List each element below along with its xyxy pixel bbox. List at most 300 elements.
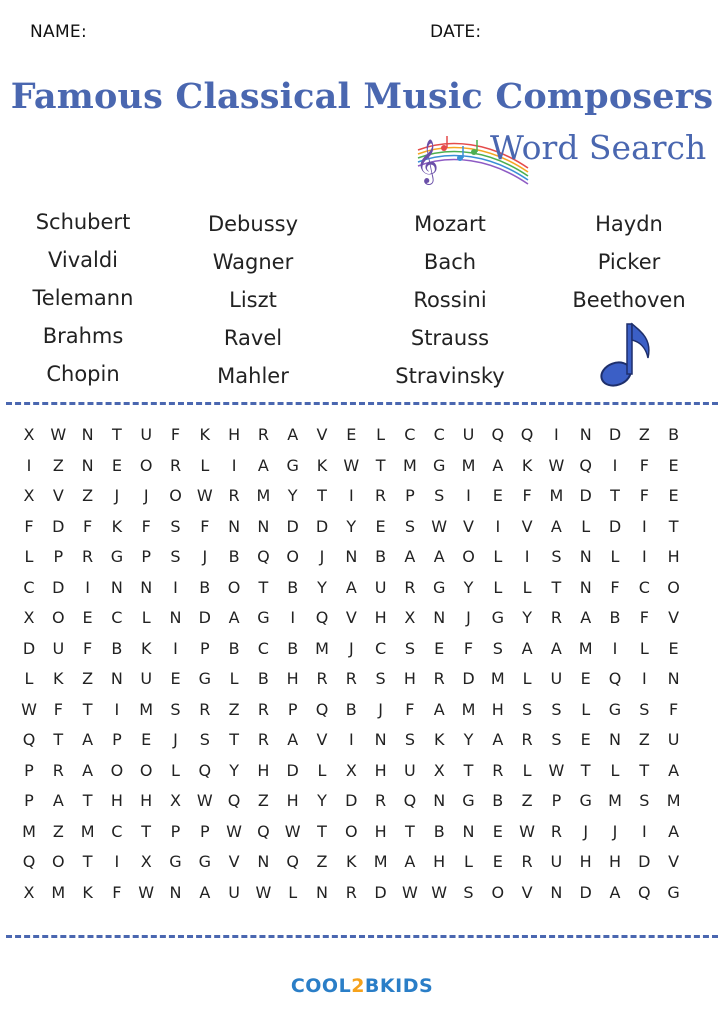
grid-letter: S (404, 730, 415, 749)
grid-letter: B (111, 638, 123, 658)
grid-letter: R (375, 486, 387, 505)
grid-letter: E (434, 638, 445, 658)
grid-letter: M (549, 486, 564, 505)
grid-letter: P (53, 547, 64, 566)
grid-letter: D (286, 516, 299, 536)
grid-letter: K (346, 852, 357, 871)
grid-letter: W (50, 425, 67, 444)
grid-letter: O (169, 486, 182, 505)
grid-letter: T (82, 699, 93, 719)
grid-letter: L (24, 669, 34, 688)
grid-letter: A (609, 882, 621, 902)
grid-letter: N (316, 882, 328, 902)
grid-letter: M (461, 455, 476, 475)
grid-letter: F (405, 699, 415, 719)
grid-letter: F (463, 638, 474, 658)
grid-letter: D (198, 608, 211, 627)
grid-letter: W (548, 760, 565, 780)
grid-letter: N (433, 791, 446, 810)
grid-letter: E (82, 608, 93, 627)
grid-letter: N (110, 577, 123, 597)
grid-letter: L (581, 516, 591, 536)
grid-letter: Q (257, 821, 270, 841)
grid-letter: I (85, 577, 90, 597)
grid-letter: Y (317, 791, 327, 810)
grid-letter: Q (22, 730, 36, 749)
word-item: Mozart (414, 212, 486, 236)
word-item: Telemann (32, 286, 134, 310)
grid-letter: L (141, 608, 151, 627)
grid-letter: W (548, 455, 565, 475)
grid-letter: A (287, 425, 299, 444)
grid-letter: X (140, 852, 152, 871)
grid-letter: D (638, 852, 651, 871)
grid-letter: F (82, 638, 93, 658)
grid-letter: N (579, 577, 592, 597)
grid-letter: P (24, 760, 34, 780)
grid-letter: D (579, 486, 592, 505)
logo-part-1: COOL (290, 975, 352, 997)
grid-letter: P (199, 821, 210, 841)
grid-letter: M (461, 699, 476, 719)
grid-letter: H (374, 760, 387, 780)
grid-letter: D (608, 425, 622, 444)
grid-letter: G (198, 852, 211, 871)
grid-letter: P (199, 638, 210, 658)
grid-letter: H (374, 821, 387, 841)
grid-letter: U (667, 730, 680, 749)
word-item: Brahms (42, 324, 124, 348)
grid-letter: L (376, 425, 386, 444)
grid-letter: A (82, 730, 94, 749)
grid-letter: L (522, 577, 532, 597)
grid-letter: K (199, 425, 211, 444)
grid-letter: Z (638, 425, 650, 444)
grid-letter: H (286, 669, 299, 688)
grid-letter: E (580, 669, 591, 688)
grid-letter: I (26, 455, 32, 475)
grid-letter: Q (227, 791, 241, 810)
grid-letter: J (583, 821, 589, 841)
grid-letter: V (463, 516, 474, 536)
grid-letter: O (286, 547, 299, 566)
grid-letter: T (405, 821, 415, 841)
grid-letter: N (81, 455, 94, 475)
grid-letter: G (462, 791, 475, 810)
grid-letter: Z (52, 455, 64, 475)
grid-letter: L (24, 547, 34, 566)
word-item: Liszt (229, 288, 277, 312)
grid-letter: Q (579, 455, 592, 475)
grid-letter: Y (463, 577, 474, 597)
grid-letter: T (229, 730, 239, 749)
grid-letter: A (287, 730, 299, 749)
word-item: Haydn (595, 212, 663, 236)
grid-letter: I (554, 425, 559, 444)
grid-letter: S (639, 699, 650, 719)
grid-letter: I (641, 821, 647, 841)
grid-letter: A (492, 455, 504, 475)
grid-letter: V (316, 730, 328, 749)
grid-letter: X (345, 760, 357, 780)
grid-letter: S (492, 638, 503, 658)
grid-letter: S (404, 638, 415, 658)
grid-letter: W (431, 516, 448, 536)
grid-letter: D (374, 882, 387, 902)
grid-letter: E (492, 821, 503, 841)
grid-letter: N (433, 608, 446, 627)
grid-letter: H (579, 852, 592, 871)
grid-letter: F (141, 516, 151, 536)
word-item: Ravel (223, 326, 283, 350)
grid-letter: D (579, 882, 592, 902)
grid-letter: V (668, 852, 680, 871)
grid-letter: R (257, 699, 269, 719)
grid-letter: P (287, 699, 298, 719)
word-item: Stravinsky (395, 364, 505, 388)
grid-letter: N (257, 516, 270, 536)
grid-letter: I (290, 608, 296, 627)
grid-letter: R (345, 882, 357, 902)
grid-letter: I (173, 577, 178, 597)
grid-letter: S (551, 699, 562, 719)
word-item: Beethoven (572, 288, 686, 312)
grid-letter: S (170, 547, 181, 566)
grid-letter: Q (403, 791, 417, 810)
grid-letter: U (52, 638, 65, 658)
grid-letter: T (668, 516, 679, 536)
grid-letter: Z (82, 669, 94, 688)
grid-letter: U (140, 669, 153, 688)
grid-letter: W (255, 882, 272, 902)
grid-letter: X (433, 760, 445, 780)
grid-letter: H (433, 852, 446, 871)
grid-letter: T (82, 852, 93, 871)
grid-letter: A (404, 547, 416, 566)
grid-letter: R (521, 852, 533, 871)
grid-letter: H (667, 547, 680, 566)
grid-letter: R (169, 455, 182, 475)
grid-letter: L (610, 760, 620, 780)
grid-letter: C (257, 638, 269, 658)
grid-letter: U (462, 425, 475, 444)
grid-letter: O (52, 852, 65, 871)
grid-letter: V (521, 882, 533, 902)
grid-letter: W (343, 455, 360, 475)
grid-letter: M (51, 882, 66, 902)
grid-letter: X (23, 608, 35, 627)
grid-letter: J (173, 730, 178, 749)
grid-letter: W (196, 791, 213, 810)
grid-letter: J (378, 699, 383, 719)
grid-letter: S (199, 730, 210, 749)
grid-letter: T (580, 760, 591, 780)
grid-letter: R (375, 791, 387, 810)
grid-letter: L (493, 547, 503, 566)
grid-letter: E (346, 425, 357, 444)
grid-letter: R (199, 699, 211, 719)
word-item: Bach (423, 250, 477, 274)
grid-letter: I (641, 516, 647, 536)
grid-letter: W (284, 821, 301, 841)
logo-part-2: 2 (351, 975, 365, 997)
word-list-column-3 (360, 205, 540, 395)
grid-letter: G (257, 608, 270, 627)
grid-letter: M (22, 821, 36, 841)
grid-letter: T (141, 821, 152, 841)
grid-letter: N (550, 882, 563, 902)
logo-part-3: BKIDS (364, 975, 434, 997)
grid-letter: L (639, 638, 649, 658)
word-item: Vivaldi (47, 248, 119, 272)
grid-letter: O (110, 760, 124, 780)
grid-letter: D (462, 669, 475, 688)
grid-letter: N (374, 730, 387, 749)
grid-letter: N (169, 882, 182, 902)
grid-letter: X (170, 791, 181, 810)
grid-letter: P (551, 791, 562, 810)
grid-letter: G (432, 577, 446, 597)
grid-letter: Y (522, 608, 532, 627)
grid-letter: N (579, 425, 592, 444)
grid-letter: Y (229, 760, 239, 780)
grid-letter: B (609, 608, 621, 627)
grid-letter: I (114, 699, 120, 719)
grid-letter: K (140, 638, 152, 658)
grid-letter: H (403, 669, 416, 688)
grid-letter: L (171, 760, 180, 780)
grid-letter: O (345, 821, 358, 841)
grid-letter: R (433, 669, 445, 688)
grid-letter: S (170, 699, 181, 719)
grid-letter: O (491, 882, 505, 902)
grid-letter: V (345, 608, 357, 627)
grid-letter: R (521, 730, 533, 749)
grid-letter: X (23, 486, 35, 505)
word-item: Rossini (413, 288, 487, 312)
grid-letter: O (227, 577, 241, 597)
divider-top (6, 402, 718, 405)
grid-letter: W (226, 821, 242, 841)
grid-letter: S (170, 516, 181, 536)
grid-letter: A (550, 516, 562, 536)
grid-letter: J (348, 638, 354, 658)
grid-letter: S (551, 730, 562, 749)
grid-letter: O (139, 455, 153, 475)
grid-letter: T (82, 791, 93, 810)
grid-letter: T (463, 760, 474, 780)
grid-letter: H (228, 425, 241, 444)
grid-letter: E (668, 486, 679, 505)
grid-letter: X (23, 425, 35, 444)
grid-letter: O (462, 547, 475, 566)
subtitle-block (410, 126, 710, 186)
grid-letter: G (579, 791, 592, 810)
grid-letter: D (315, 516, 329, 536)
grid-letter: K (111, 516, 123, 536)
grid-letter: K (433, 730, 445, 749)
grid-letter: I (524, 547, 530, 566)
grid-letter: I (114, 852, 120, 871)
grid-letter: D (22, 638, 36, 658)
grid-letter: H (140, 791, 153, 810)
grid-letter: V (521, 516, 533, 536)
grid-letter: I (612, 638, 618, 658)
grid-letter: D (608, 516, 622, 536)
grid-letter: N (228, 516, 241, 536)
grid-letter: O (139, 760, 153, 780)
grid-letter: Z (228, 699, 240, 719)
grid-letter: U (228, 882, 240, 902)
grid-letter: B (433, 821, 445, 841)
grid-letter: L (288, 882, 298, 902)
grid-letter: C (433, 425, 445, 444)
grid-letter: N (169, 608, 182, 627)
grid-letter: T (317, 486, 327, 505)
grid-letter: T (375, 455, 386, 475)
grid-letter: P (405, 486, 415, 505)
grid-letter: K (82, 882, 93, 902)
grid-letter: M (315, 638, 329, 658)
grid-letter: A (257, 455, 269, 475)
grid-letter: N (140, 577, 153, 597)
grid-letter: N (462, 821, 475, 841)
grid-letter: A (433, 547, 445, 566)
grid-letter: X (404, 608, 416, 627)
grid-letter: T (551, 577, 562, 597)
grid-letter: I (641, 547, 647, 566)
grid-letter: T (258, 577, 269, 597)
grid-letter: B (345, 699, 357, 719)
grid-letter: C (375, 638, 387, 658)
grid-letter: Z (52, 821, 64, 841)
grid-letter: G (198, 669, 211, 688)
grid-letter: R (345, 669, 357, 688)
grid-letter: R (492, 760, 504, 780)
grid-letter: F (200, 516, 210, 536)
grid-letter: R (52, 760, 64, 780)
grid-letter: A (550, 638, 562, 658)
grid-letter: I (173, 638, 178, 658)
grid-letter: R (257, 425, 269, 444)
grid-letter: F (82, 516, 93, 536)
grid-letter: E (492, 486, 503, 505)
word-item: Picker (597, 250, 661, 274)
page-title: Famous Classical Music Composers (10, 76, 714, 117)
grid-letter: W (401, 882, 418, 902)
grid-letter: P (170, 821, 181, 841)
grid-letter: W (519, 821, 535, 841)
grid-letter: S (639, 791, 650, 810)
grid-letter: Y (317, 577, 327, 597)
grid-letter: F (170, 425, 181, 444)
grid-letter: Q (315, 608, 329, 627)
grid-letter: J (143, 486, 149, 505)
grid-letter: O (52, 608, 65, 627)
grid-letter: B (492, 791, 504, 810)
grid-letter: T (639, 760, 650, 780)
grid-letter: K (53, 669, 64, 688)
grid-letter: S (522, 699, 533, 719)
grid-letter: F (24, 516, 34, 536)
grid-letter: S (375, 669, 386, 688)
grid-letter: Q (315, 699, 329, 719)
grid-letter: Q (286, 852, 299, 871)
grid-letter: S (404, 516, 415, 536)
grid-letter: J (319, 547, 325, 566)
grid-letter: N (257, 852, 270, 871)
grid-letter: G (169, 852, 182, 871)
grid-letter: M (139, 699, 154, 719)
grid-letter: R (550, 821, 562, 841)
grid-letter: E (580, 730, 591, 749)
grid-letter: U (404, 760, 416, 780)
grid-letter: J (202, 547, 208, 566)
grid-letter: E (375, 516, 386, 536)
grid-letter: M (608, 791, 622, 810)
grid-letter: F (639, 455, 649, 475)
grid-letter: H (286, 791, 299, 810)
grid-letter: P (24, 791, 34, 810)
grid-letter: F (112, 882, 122, 902)
grid-letter: F (668, 699, 679, 719)
grid-letter: L (522, 669, 532, 688)
word-item: Wagner (212, 250, 294, 274)
grid-letter: C (111, 608, 123, 627)
grid-letter: G (432, 455, 446, 475)
grid-letter: J (612, 821, 618, 841)
word-list-column-1 (0, 203, 173, 393)
grid-letter: N (110, 669, 123, 688)
word-item: Debussy (207, 212, 299, 236)
grid-letter: E (170, 669, 181, 688)
grid-letter: B (228, 547, 240, 566)
grid-letter: A (580, 608, 592, 627)
grid-letter: D (345, 791, 358, 810)
date-label: DATE: (430, 22, 482, 42)
grid-letter: H (608, 852, 622, 871)
grid-letter: S (434, 486, 445, 505)
divider-bottom (6, 935, 718, 938)
grid-letter: I (612, 455, 618, 475)
grid-letter: S (551, 547, 562, 566)
grid-letter: B (287, 577, 299, 597)
grid-letter: H (491, 699, 504, 719)
brand-logo (0, 975, 724, 997)
grid-letter: I (348, 486, 354, 505)
grid-letter: E (111, 455, 122, 475)
grid-letter: A (199, 882, 211, 902)
grid-letter: M (402, 455, 417, 475)
word-item: Schubert (35, 210, 131, 234)
grid-letter: N (667, 669, 680, 688)
grid-letter: N (609, 730, 621, 749)
grid-letter: C (638, 577, 650, 597)
grid-letter: F (610, 577, 620, 597)
grid-letter: T (317, 821, 327, 841)
grid-letter: I (495, 516, 501, 536)
grid-letter: A (668, 821, 680, 841)
grid-letter: Q (520, 425, 534, 444)
grid-letter: Q (22, 852, 36, 871)
grid-letter: K (316, 455, 328, 475)
grid-letter: N (579, 547, 592, 566)
grid-letter: I (466, 486, 471, 505)
grid-letter: Y (463, 730, 474, 749)
grid-letter: W (431, 882, 448, 902)
grid-letter: J (114, 486, 120, 505)
grid-letter: Z (638, 730, 650, 749)
